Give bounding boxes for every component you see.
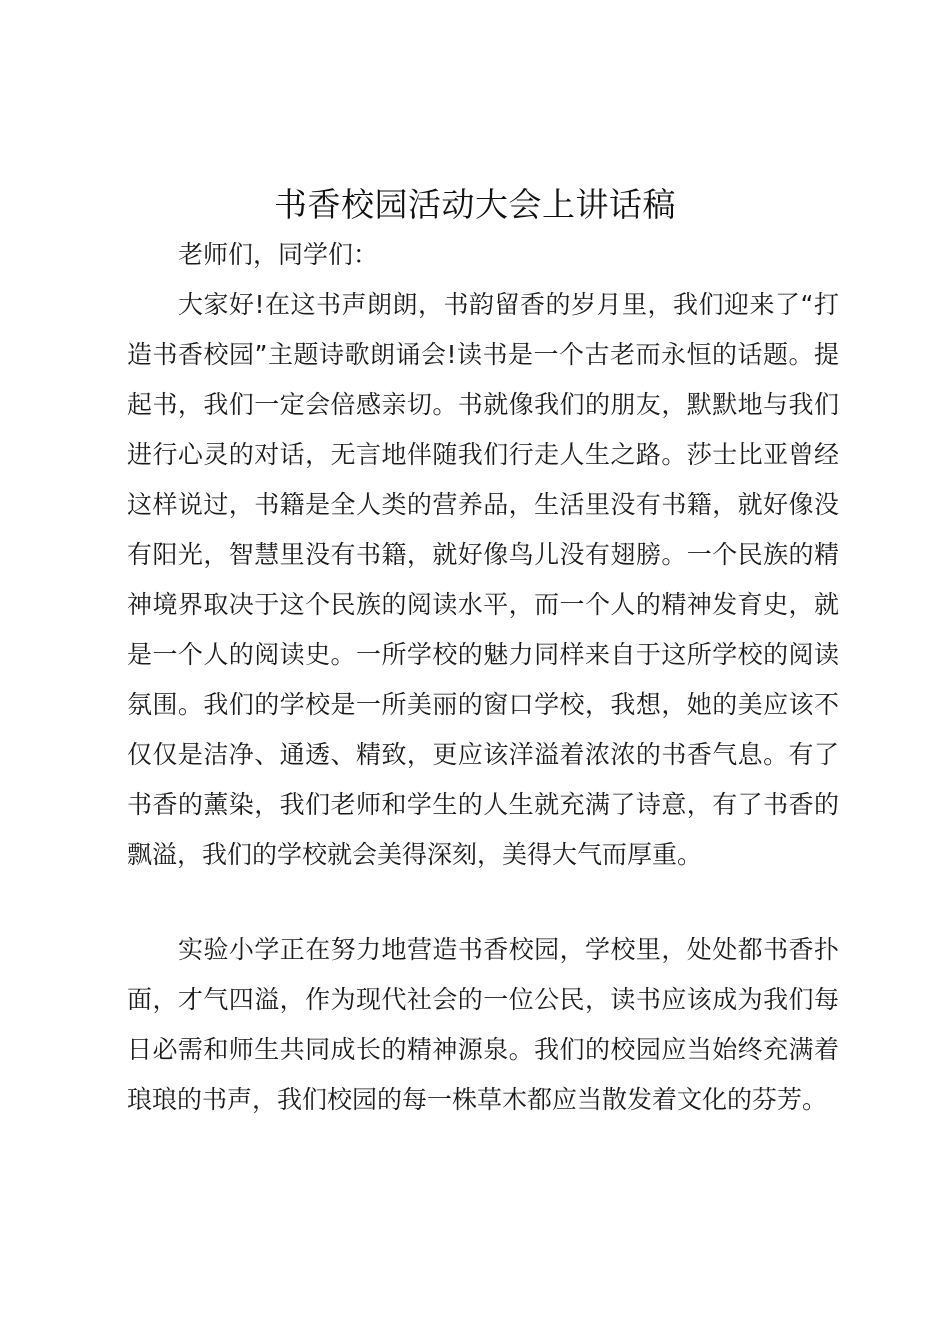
- document-title: 书香校园活动大会上讲话稿: [274, 185, 676, 224]
- salutation: 老师们，同学们：: [178, 240, 379, 269]
- paragraph-1: 大家好!在这书声朗朗，书韵留香的岁月里，我们迎来了“打造书香校园”主题诗歌朗诵会!读书是一个古老而永恒的话题。提起书，我们一定会倍感亲切。书就像我们的朋友，默默地与我们进行心灵的对话，无言地伴随我们行走人生之路。莎士比亚曾经这样说过，书籍是全人类的营养品，生活里没有书籍，就好像没有阳光，智慧里没有书籍，就好像鸟儿没有翅膀。一个民族的精神境界取决于这个民族的阅读水平，而一个人的精神发育史，就是一个人的阅读史。一所学校的魅力同样来自于这所学校的阅读氛围。我们的学校是一所美丽的窗口学校，我想，她的美应该不仅仅是洁净、通透、精致，更应该洋溢着浓浓的书香气息。有了书香的薰染，我们老师和学生的人生就充满了诗意，有了书香的飘溢，我们的学校就会美得深刻，美得大气而厚重。: [127, 290, 839, 869]
- paragraph-2: 实验小学正在努力地营造书香校园，学校里，处处都书香扑面，才气四溢，作为现代社会的一位公民，读书应该成为我们每日必需和师生共同成长的精神源泉。我们的校园应当始终充满着琅琅的书声，我们校园的每一株草木都应当散发着文化的芬芳。: [127, 935, 839, 1114]
